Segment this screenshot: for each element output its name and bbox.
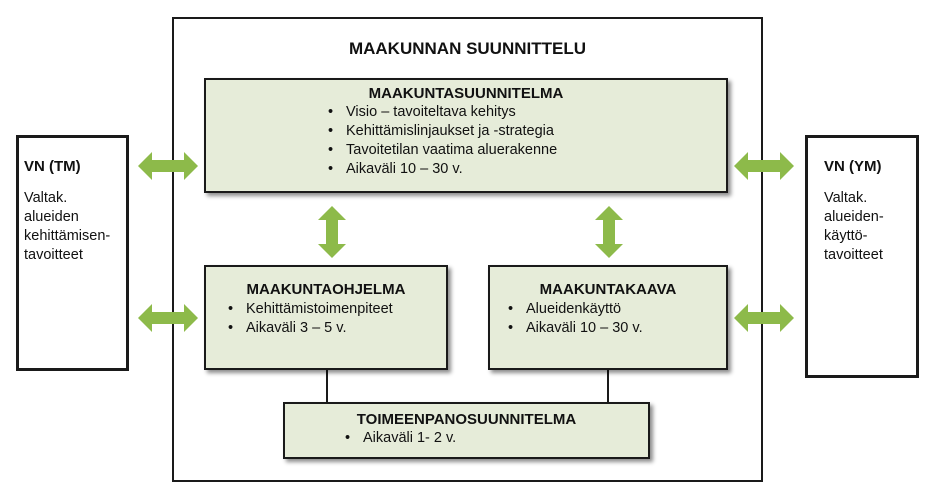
double-arrow-vertical-right (595, 206, 623, 258)
maakuntasuunnitelma-title: MAAKUNTASUUNNITELMA (368, 85, 564, 102)
text-line: Valtak. (824, 190, 868, 206)
double-arrow-right-bottom (734, 304, 794, 332)
text-line: alueiden- (824, 209, 884, 225)
toimeenpanosuunnitelma-title: TOIMEENPANOSUUNNITELMA (356, 411, 577, 428)
maakuntakaava-box (488, 265, 728, 370)
list-item: • Aikaväli 10 – 30 v. (508, 319, 726, 338)
maakuntakaava-title: MAAKUNTAKAAVA (539, 281, 677, 298)
double-arrow-left-top (138, 152, 198, 180)
vn-tm-box (16, 135, 129, 371)
vn-tm-text (24, 189, 126, 265)
maakuntakaava-list (508, 300, 726, 338)
connector-ohjelma-toimeenpano (326, 370, 328, 402)
list-item: • Visio – tavoiteltava kehitys (328, 103, 726, 122)
maakuntasuunnitelma-box (204, 78, 728, 193)
list-item: • Tavoitetilan vaatima aluerakenne (328, 141, 726, 160)
diagram-title: MAAKUNNAN SUUNNITTELU (348, 39, 587, 58)
connector-kaava-toimeenpano (607, 370, 609, 402)
list-item: • Alueidenkäyttö (508, 300, 726, 319)
text-line: tavoitteet (24, 247, 83, 263)
double-arrow-right-top (734, 152, 794, 180)
maakuntaohjelma-list (228, 300, 446, 338)
text-line: kehittämisen- (24, 228, 111, 244)
toimeenpanosuunnitelma-list (345, 429, 648, 448)
double-arrow-vertical-left (318, 206, 346, 258)
list-item: • Aikaväli 3 – 5 v. (228, 319, 446, 338)
vn-ym-text (824, 189, 916, 265)
text-line: alueiden (24, 209, 79, 225)
vn-ym-title: VN (YM) (824, 158, 882, 175)
list-item: • Aikaväli 10 – 30 v. (328, 160, 726, 179)
text-line: tavoitteet (824, 247, 883, 263)
list-item: • Kehittämistoimenpiteet (228, 300, 446, 319)
vn-tm-title: VN (TM) (24, 158, 81, 175)
text-line: Valtak. (24, 190, 68, 206)
maakuntaohjelma-title: MAAKUNTAOHJELMA (246, 281, 406, 298)
maakuntasuunnitelma-list (328, 103, 726, 179)
toimeenpanosuunnitelma-box (283, 402, 650, 459)
text-line: käyttö- (824, 228, 868, 244)
vn-ym-box (805, 135, 919, 378)
double-arrow-left-bottom (138, 304, 198, 332)
list-item: • Kehittämislinjaukset ja -strategia (328, 122, 726, 141)
maakuntaohjelma-box (204, 265, 448, 370)
list-item: • Aikaväli 1- 2 v. (345, 429, 648, 448)
